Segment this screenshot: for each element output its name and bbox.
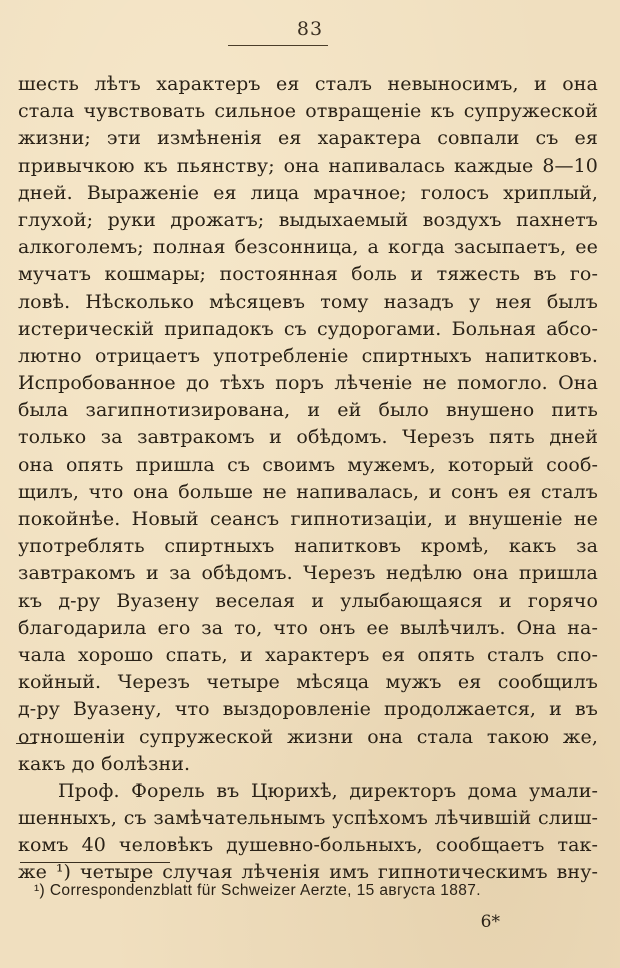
text-line: жизни; эти измѣненія ея характера совпали съ ея — [18, 127, 598, 150]
text-line: же ¹) четыре случая лѣченія имъ гипнотическимъ вну- — [18, 861, 598, 884]
text-line: къ д-ру Вуазену веселая и улыбающаяся и горячо — [18, 589, 598, 612]
text-line: ловѣ. Нѣсколько мѣсяцевъ тому назадъ у нея былъ — [18, 290, 598, 313]
page-number: 83 — [296, 18, 324, 40]
text-line: была загипнотизирована, и ей было внушено пить — [18, 399, 598, 422]
text-line: стала чувствовать сильное отвращеніе къ супружеской — [18, 100, 598, 123]
text-line: мучатъ кошмары; постоянная боль и тяжесть въ го- — [18, 263, 598, 286]
text-line: завтракомъ и за обѣдомъ. Черезъ недѣлю она пришла — [18, 562, 598, 585]
printer-signature-mark: 6* — [480, 912, 500, 932]
text-line: койный. Черезъ четыре мѣсяца мужъ ея сообщилъ — [18, 671, 598, 694]
text-line: чала хорошо спать, и характеръ ея опять сталъ спо- — [18, 643, 598, 666]
text-line: покойнѣе. Новый сеансъ гипнотизаціи, и внушеніе не — [18, 508, 598, 530]
text-line: она опять пришла съ своимъ мужемъ, который сооб- — [18, 453, 598, 476]
text-line: д-ру Вуазену, что выздоровленіе продолжается, и въ — [18, 698, 598, 721]
footnote: ¹) Correspondenzblatt für Schweizer Aerzte, 15 августа 1887. — [34, 882, 481, 899]
header-rule — [228, 45, 328, 46]
text-line: Испробованное до тѣхъ поръ лѣченіе не помогло. Она — [18, 372, 598, 395]
text-line: дней. Выраженіе ея лица мрачное; голосъ хриплый, — [18, 181, 598, 204]
text-line: шесть лѣтъ характеръ ея сталъ невыносимъ, и она — [18, 73, 598, 95]
text-line: щилъ, что она больше не напивалась, и сонъ ея сталъ — [18, 480, 598, 503]
text-line-paragraph-start: Проф. Форель въ Цюрихѣ, директоръ дома умали- — [58, 779, 598, 802]
text-line: отношеніи супружеской жизни она стала такою же, — [18, 725, 598, 748]
footnote-rule — [20, 862, 170, 863]
text-line: алкоголемъ; полная безсонница, а когда засыпаетъ, ее — [18, 236, 598, 259]
paragraph-dash-mark — [16, 743, 36, 758]
text-line: истерическій припадокъ съ судорогами. Больная абсо- — [18, 317, 598, 340]
body-text — [18, 71, 598, 887]
text-line: благодарила его за то, что онъ ее вылѣчилъ. Она на- — [18, 616, 598, 639]
text-line: глухой; руки дрожатъ; выдыхаемый воздухъ пахнетъ — [18, 208, 598, 231]
text-line: комъ 40 человѣкъ душевно-больныхъ, сообщаетъ так- — [18, 834, 598, 857]
text-line-paragraph-end: какъ до болѣзни. — [18, 752, 191, 775]
text-line: привычкою къ пьянству; она напивалась каждые 8—10 — [18, 154, 598, 177]
text-line: шенныхъ, съ замѣчательнымъ успѣхомъ лѣчившій слиш- — [18, 807, 598, 830]
text-line: лютно отрицаетъ употребленіе спиртныхъ напитковъ. — [18, 344, 598, 367]
text-line: только за завтракомъ и обѣдомъ. Черезъ пять дней — [18, 426, 598, 449]
text-line: употреблять спиртныхъ напитковъ кромѣ, какъ за — [18, 535, 598, 558]
